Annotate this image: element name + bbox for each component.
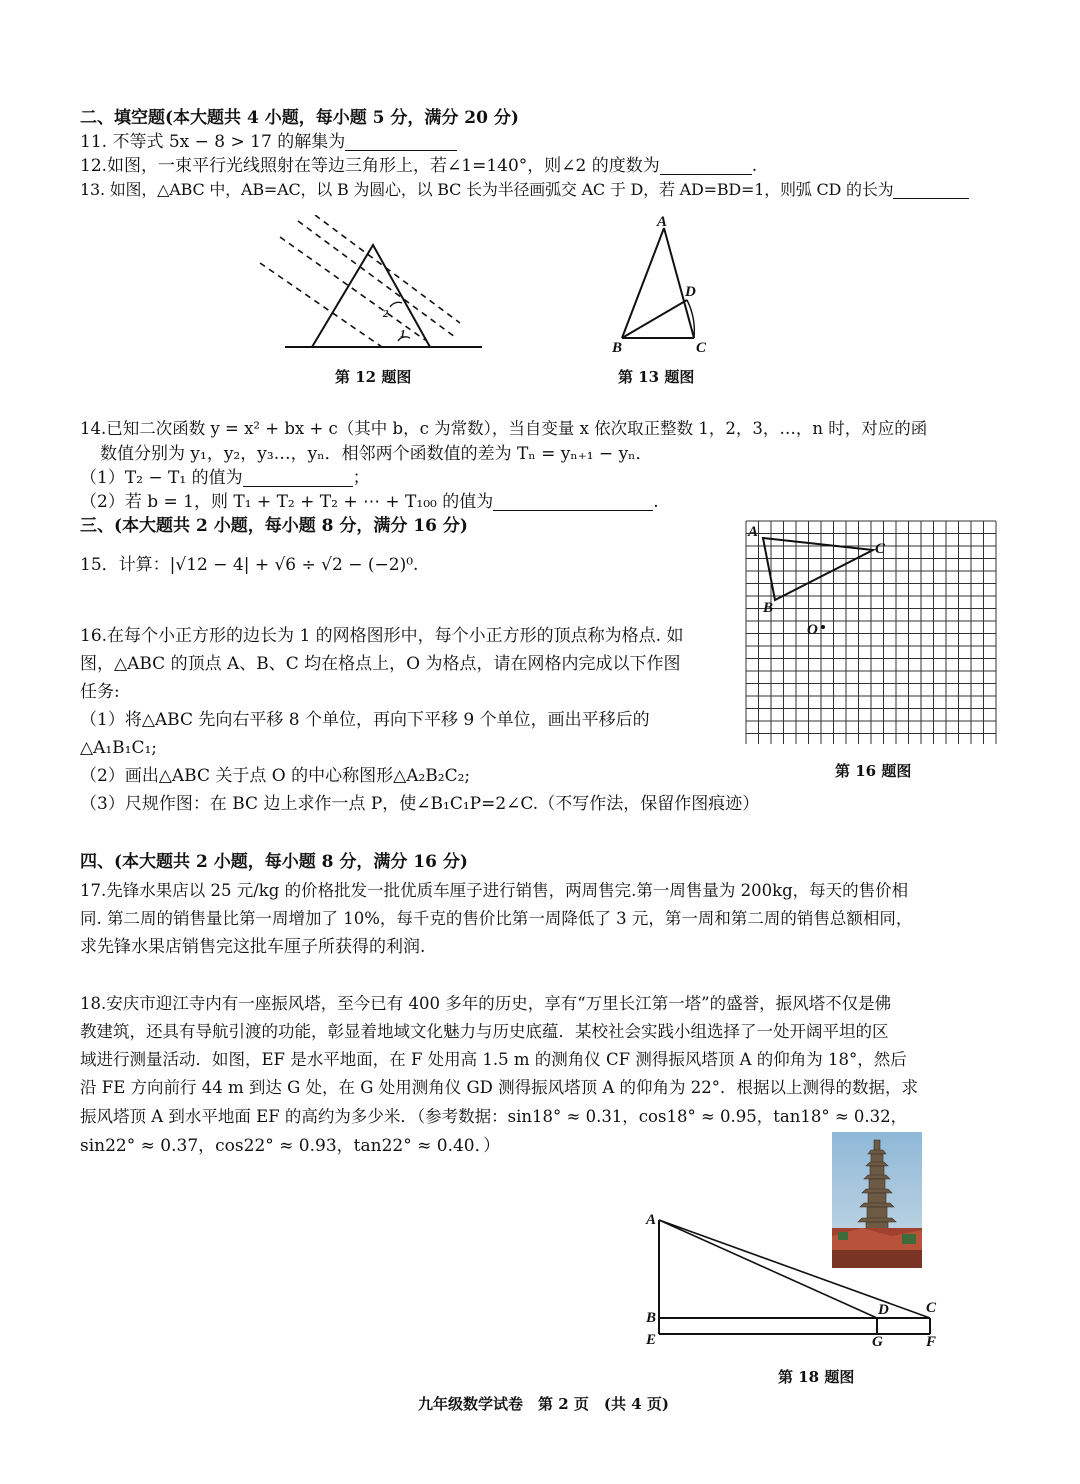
fig12-label-1: 1 <box>400 328 406 340</box>
question-12-end: . <box>751 156 758 176</box>
figure-13 <box>600 210 730 358</box>
figure-12-caption: 第 12 题图 <box>335 368 412 386</box>
fig16-label-b: B <box>763 600 774 616</box>
fig13-label-a: A <box>657 214 668 230</box>
page-footer: 九年级数学试卷 第 2 页 (共 4 页) <box>418 1395 669 1413</box>
question-14-part1-text: （1）T₂ − T₁ 的值为 <box>80 468 243 488</box>
question-18-line3: 域进行测量活动．如图，EF 是水平地面，在 F 处用高 1.5 m 的测角仪 CF 测得振风塔顶 A 的仰角为 18°，然后 <box>80 1050 907 1069</box>
question-11 <box>80 130 457 154</box>
fig16-label-o: O <box>807 622 818 638</box>
question-13 <box>80 178 969 202</box>
question-18-line2: 教建筑，还具有导航引渡的功能，彰显着地域文化魅力与历史底蕴．某校社会实践小组选择了一处开阔平坦的区 <box>80 1022 889 1041</box>
section4-heading: 四、(本大题共 2 小题，每小题 8 分，满分 16 分) <box>80 852 468 872</box>
figure-16-grid <box>745 520 997 744</box>
fig13-label-d: D <box>685 284 696 300</box>
question-16-part1a: （1）将△ABC 先向右平移 8 个单位，再向下平移 9 个单位，画出平移后的 <box>80 710 650 730</box>
figure-13-caption: 第 13 题图 <box>618 368 695 386</box>
section2-heading: 二、填空题(本大题共 4 小题，每小题 5 分，满分 20 分) <box>80 108 519 128</box>
question-14-line2: 数值分别为 y₁，y₂，y₃…，yₙ．相邻两个函数值的差为 Tₙ = yₙ₊₁ − yₙ． <box>100 444 653 464</box>
question-18-line4: 沿 FE 方向前行 44 m 到达 G 处，在 G 处用测角仪 GD 测得振风塔顶 A 的仰角为 22°．根据以上测得的数据，求 <box>80 1078 918 1097</box>
question-17-line1: 17.先锋水果店以 25 元/kg 的价格批发一批优质车厘子进行销售，两周售完.第一周售量为 200kg，每天的售价相 <box>80 881 909 900</box>
fig18-label-f: F <box>926 1334 937 1348</box>
question-15: 15．计算：|√12 − 4| + √6 ÷ √2 − (−2)⁰. <box>80 555 419 575</box>
question-14-part2-end: . <box>653 492 659 512</box>
fig13-label-c: C <box>696 340 707 356</box>
fig16-label-a: A <box>748 524 759 540</box>
question-12 <box>80 154 757 178</box>
answer-blank-11[interactable] <box>345 132 457 151</box>
figure-18-caption: 第 18 题图 <box>778 1368 855 1386</box>
question-16-line2: 图，△ABC 的顶点 A、B、C 均在格点上，O 为格点，请在网格内完成以下作图 <box>80 654 681 674</box>
question-16-line1: 16.在每个小正方形的边长为 1 的网格图形中，每个小正方形的顶点称为格点. 如 <box>80 626 684 646</box>
fig18-label-a: A <box>646 1212 657 1228</box>
question-16-part2: （2）画出△ABC 关于点 O 的中心称图形△A₂B₂C₂; <box>80 766 471 786</box>
question-11-text: 11. 不等式 5x − 8 > 17 的解集为 <box>80 132 346 152</box>
fig13-label-b: B <box>612 340 623 356</box>
question-14-line1: 14.已知二次函数 y = x² + bx + c（其中 b，c 为常数），当自变量 x 依次取正整数 1，2，3，…，n 时，对应的函 <box>80 419 928 438</box>
fig18-label-g: G <box>872 1334 883 1348</box>
question-17-line3: 求先锋水果店销售完这批车厘子所获得的利润. <box>80 937 426 957</box>
question-16-line3: 任务: <box>80 682 120 702</box>
question-16-part1b: △A₁B₁C₁; <box>80 738 158 758</box>
question-18-line6: sin22° ≈ 0.37，cos22° ≈ 0.93，tan22° ≈ 0.40．） <box>80 1136 501 1156</box>
question-17-line2: 同. 第二周的销售量比第一周增加了 10%，每千克的售价比第一周降低了 3 元，第一周和第二周的销售总额相同， <box>80 909 913 928</box>
question-16-part3: （3）尺规作图：在 BC 边上求作一点 P，使∠B₁C₁P=2∠C.（不写作法，保留作图痕迹） <box>80 794 760 814</box>
answer-blank-14-2[interactable] <box>493 492 653 511</box>
question-14-part2 <box>80 490 659 514</box>
answer-blank-12[interactable] <box>660 156 752 175</box>
figure-12 <box>250 215 500 360</box>
fig18-label-c: C <box>926 1300 937 1316</box>
figure-18 <box>640 1208 950 1348</box>
fig18-label-b: B <box>646 1310 657 1326</box>
question-14-part2-text: （2）若 b = 1，则 T₁ + T₂ + T₂ + ⋯ + T₁₀₀ 的值为 <box>80 492 494 512</box>
figure-16-caption: 第 16 题图 <box>835 762 912 780</box>
question-14-part1 <box>80 466 370 490</box>
question-14-part1-end: ； <box>352 468 370 488</box>
answer-blank-13[interactable] <box>893 180 969 199</box>
question-12-text: 12.如图，一束平行光线照射在等边三角形上，若∠1=140°，则∠2 的度数为 <box>80 156 660 176</box>
question-18-line5: 振风塔顶 A 到水平地面 EF 的高约为多少米．（参考数据：sin18° ≈ 0.31，cos18° ≈ 0.95，tan18° ≈ 0.32， <box>80 1107 908 1126</box>
question-18-line1: 18.安庆市迎江寺内有一座振风塔，至今已有 400 多年的历史，享有“万里长江第一塔”的盛誉，振风塔不仅是佛 <box>80 994 892 1013</box>
question-13-text: 13. 如图，△ABC 中，AB=AC，以 B 为圆心，以 BC 长为半径画弧交 AC 于 D，若 AD=BD=1，则弧 CD 的长为 <box>80 180 894 199</box>
fig18-label-d: D <box>878 1302 889 1318</box>
fig16-label-c: C <box>875 541 886 557</box>
fig18-label-e: E <box>646 1332 657 1348</box>
answer-blank-14-1[interactable] <box>243 468 353 487</box>
section3-heading: 三、(本大题共 2 小题，每小题 8 分，满分 16 分) <box>80 516 468 536</box>
fig12-label-2: 2 <box>383 308 389 320</box>
